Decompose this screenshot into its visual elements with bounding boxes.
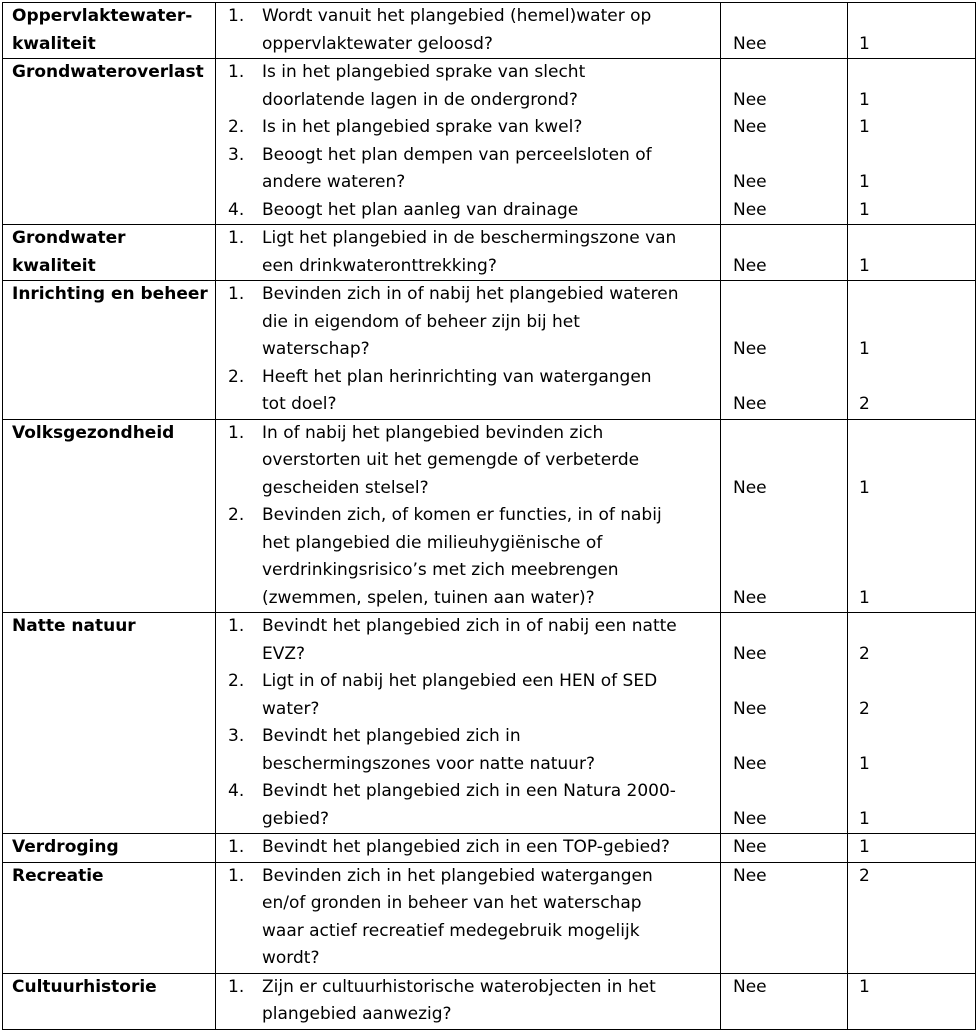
answer-cell — [721, 419, 848, 613]
weight-value: 2 — [859, 865, 870, 886]
topic-cell — [3, 973, 216, 1029]
answer-cell — [721, 225, 848, 281]
weight-value — [859, 778, 975, 806]
question-number: 2. — [228, 671, 245, 691]
weight-cell — [848, 281, 976, 420]
questions-cell — [216, 225, 721, 281]
weight-value: 1 — [859, 587, 870, 608]
weight-value — [859, 225, 975, 253]
topic-cell — [3, 834, 216, 863]
answer-cell — [721, 3, 848, 59]
weight-value — [859, 142, 975, 170]
weight-value: 2 — [859, 643, 870, 664]
question-line: Is in het plangebied sprake van slecht — [262, 62, 586, 82]
question-item — [228, 420, 720, 503]
question-item — [228, 197, 720, 225]
weight-value: 1 — [859, 837, 870, 857]
question-line: waterschap? — [262, 339, 370, 359]
answer-value — [733, 309, 847, 337]
question-line: beschermingszones voor natte natuur? — [262, 753, 595, 774]
question-line: plangebied aanwezig? — [262, 1004, 452, 1024]
answer-value — [733, 364, 847, 392]
weight-value: 2 — [859, 394, 870, 414]
topic-label: Inrichting en beheer — [12, 284, 208, 304]
question-number: 1. — [228, 976, 245, 997]
question-line: gescheiden stelsel? — [262, 477, 429, 498]
table-row — [3, 613, 976, 834]
table-row — [3, 862, 976, 973]
questions-cell — [216, 419, 721, 613]
weight-value: 1 — [859, 808, 870, 829]
question-item — [228, 974, 720, 1029]
answer-value: Nee — [733, 587, 767, 608]
question-line: het plangebied die milieuhygiënische of — [262, 532, 603, 553]
watertoets-table — [2, 2, 976, 1030]
answer-cell — [721, 281, 848, 420]
question-line: Bevindt het plangebied zich in of nabij een natte — [262, 616, 677, 636]
question-text — [262, 59, 720, 114]
topic-label: Verdroging — [12, 837, 119, 857]
weight-value — [859, 3, 975, 31]
question-text — [262, 778, 720, 833]
weight-value — [859, 420, 975, 448]
topic-cell — [3, 225, 216, 281]
topic-label: Recreatie — [12, 865, 104, 886]
weight-value — [859, 723, 975, 751]
question-line: Ligt in of nabij het plangebied een HEN of SED — [262, 671, 658, 691]
question-line: Bevinden zich in of nabij het plangebied wateren — [262, 284, 679, 304]
question-text — [262, 225, 720, 280]
question-text — [262, 420, 720, 503]
weight-value — [859, 447, 975, 475]
question-line: die in eigendom of beheer zijn bij het — [262, 311, 580, 332]
weight-value — [859, 281, 975, 309]
answer-value — [733, 420, 847, 448]
weight-cell — [848, 225, 976, 281]
topic-label: Natte natuur — [12, 616, 136, 636]
answer-value — [733, 778, 847, 806]
answer-value — [733, 447, 847, 475]
question-text — [262, 863, 720, 973]
topic-cell — [3, 281, 216, 420]
question-line: Wordt vanuit het plangebied (hemel)water op — [262, 6, 652, 26]
answer-value: Nee — [733, 643, 767, 664]
question-number: 2. — [228, 505, 245, 525]
answer-value: Nee — [733, 89, 767, 110]
weight-value — [859, 668, 975, 696]
weight-value — [859, 59, 975, 87]
questions-cell — [216, 3, 721, 59]
weight-value: 1 — [859, 172, 870, 192]
answer-value: Nee — [733, 753, 767, 774]
table-row — [3, 973, 976, 1029]
question-number: 1. — [228, 6, 245, 26]
answer-cell — [721, 59, 848, 225]
question-text — [262, 197, 720, 225]
question-number: 1. — [228, 228, 245, 248]
answer-value: Nee — [733, 33, 767, 54]
topic-cell — [3, 59, 216, 225]
answer-value: Nee — [733, 808, 767, 829]
weight-value — [859, 502, 975, 530]
topic-label: kwaliteit — [12, 33, 96, 54]
question-number: 3. — [228, 144, 245, 165]
weight-value: 1 — [859, 339, 870, 359]
question-number: 1. — [228, 62, 245, 82]
question-line: Is in het plangebied sprake van kwel? — [262, 117, 583, 137]
question-text — [262, 114, 720, 142]
question-line: (zwemmen, spelen, tuinen aan water)? — [262, 587, 595, 608]
question-number: 4. — [228, 199, 245, 220]
question-item — [228, 502, 720, 612]
answer-value: Nee — [733, 339, 767, 359]
topic-cell — [3, 613, 216, 834]
weight-value: 1 — [859, 199, 870, 220]
topic-label: Oppervlaktewater- — [12, 6, 193, 26]
topic-cell — [3, 419, 216, 613]
question-line: In of nabij het plangebied bevinden zich — [262, 422, 604, 443]
question-line: wordt? — [262, 948, 320, 968]
question-line: Bevindt het plangebied zich in — [262, 726, 521, 746]
question-line: Zijn er cultuurhistorische waterobjecten in het — [262, 976, 656, 997]
question-line: gebied? — [262, 808, 330, 829]
question-line: Ligt het plangebied in de beschermingszone van — [262, 228, 677, 248]
weight-value — [859, 613, 975, 641]
answer-cell — [721, 834, 848, 863]
answer-value — [733, 281, 847, 309]
question-number: 1. — [228, 616, 245, 636]
table-row — [3, 419, 976, 613]
weight-value: 2 — [859, 698, 870, 719]
table-body — [3, 3, 976, 1030]
question-line: waar actief recreatief medegebruik mogelijk — [262, 920, 640, 941]
answer-value — [733, 557, 847, 585]
answer-value — [733, 59, 847, 87]
question-item — [228, 613, 720, 668]
weight-value: 1 — [859, 117, 870, 137]
question-number: 1. — [228, 422, 245, 443]
answer-value: Nee — [733, 172, 767, 192]
questions-cell — [216, 59, 721, 225]
topic-label: Grondwateroverlast — [12, 62, 204, 82]
question-item — [228, 3, 720, 58]
table-row — [3, 281, 976, 420]
question-text — [262, 364, 720, 419]
weight-value — [859, 530, 975, 558]
question-number: 1. — [228, 865, 245, 886]
weight-cell — [848, 862, 976, 973]
question-item — [228, 142, 720, 197]
question-line: doorlatende lagen in de ondergrond? — [262, 89, 578, 110]
topic-cell — [3, 3, 216, 59]
question-number: 2. — [228, 117, 245, 137]
question-line: Bevindt het plangebied zich in een Natura 2000- — [262, 781, 676, 801]
question-item — [228, 114, 720, 142]
answer-cell — [721, 613, 848, 834]
question-number: 4. — [228, 781, 245, 801]
question-line: overstorten uit het gemengde of verbeterde — [262, 450, 640, 470]
answer-cell — [721, 973, 848, 1029]
answer-value: Nee — [733, 698, 767, 719]
weight-value — [859, 309, 975, 337]
weight-cell — [848, 613, 976, 834]
question-line: andere wateren? — [262, 172, 406, 192]
question-line: EVZ? — [262, 643, 306, 664]
answer-value — [733, 668, 847, 696]
answer-value — [733, 142, 847, 170]
topic-cell — [3, 862, 216, 973]
question-item — [228, 778, 720, 833]
question-text — [262, 723, 720, 778]
weight-cell — [848, 59, 976, 225]
answer-value: Nee — [733, 837, 767, 857]
question-text — [262, 502, 720, 612]
questions-cell — [216, 613, 721, 834]
question-text — [262, 3, 720, 58]
answer-value: Nee — [733, 394, 767, 414]
question-line: Heeft het plan herinrichting van watergangen — [262, 366, 652, 387]
weight-cell — [848, 3, 976, 59]
topic-label: kwaliteit — [12, 255, 96, 276]
answer-value: Nee — [733, 199, 767, 220]
question-item — [228, 668, 720, 723]
question-number: 1. — [228, 284, 245, 304]
question-line: verdrinkingsrisico’s met zich meebrengen — [262, 560, 619, 580]
answer-value: Nee — [733, 865, 767, 886]
question-number: 2. — [228, 366, 245, 387]
answer-value: Nee — [733, 976, 767, 997]
table-row — [3, 3, 976, 59]
document-page — [2, 2, 975, 1030]
answer-value — [733, 3, 847, 31]
answer-value — [733, 613, 847, 641]
questions-cell — [216, 834, 721, 863]
questions-cell — [216, 281, 721, 420]
question-line: Bevinden zich, of komen er functies, in of nabij — [262, 505, 662, 525]
topic-label: Cultuurhistorie — [12, 976, 157, 997]
weight-value: 1 — [859, 976, 870, 997]
weight-value: 1 — [859, 255, 870, 276]
questions-cell — [216, 973, 721, 1029]
answer-value — [733, 225, 847, 253]
question-line: een drinkwateronttrekking? — [262, 255, 497, 276]
question-line: en/of gronden in beheer van het waterschap — [262, 893, 642, 913]
answer-value: Nee — [733, 255, 767, 276]
weight-cell — [848, 834, 976, 863]
weight-value: 1 — [859, 89, 870, 110]
question-item — [228, 225, 720, 280]
question-number: 3. — [228, 726, 245, 746]
question-text — [262, 142, 720, 197]
table-row — [3, 59, 976, 225]
weight-cell — [848, 419, 976, 613]
answer-value: Nee — [733, 117, 767, 137]
answer-value — [733, 530, 847, 558]
weight-value: 1 — [859, 477, 870, 498]
question-line: tot doel? — [262, 394, 337, 414]
question-text — [262, 668, 720, 723]
weight-value: 1 — [859, 753, 870, 774]
question-number: 1. — [228, 837, 245, 857]
questions-cell — [216, 862, 721, 973]
answer-cell — [721, 862, 848, 973]
question-text — [262, 281, 720, 364]
question-line: water? — [262, 698, 320, 719]
question-text — [262, 834, 720, 862]
answer-value — [733, 502, 847, 530]
question-line: Bevindt het plangebied zich in een TOP-gebied? — [262, 837, 670, 857]
table-row — [3, 225, 976, 281]
question-text — [262, 613, 720, 668]
question-text — [262, 974, 720, 1029]
question-line: Beoogt het plan aanleg van drainage — [262, 199, 579, 220]
topic-label: Volksgezondheid — [12, 422, 175, 443]
topic-label: Grondwater — [12, 228, 126, 248]
question-line: Beoogt het plan dempen van perceelsloten of — [262, 144, 652, 165]
weight-cell — [848, 973, 976, 1029]
answer-value — [733, 723, 847, 751]
question-item — [228, 281, 720, 364]
question-item — [228, 863, 720, 973]
question-line: Bevinden zich in het plangebied watergangen — [262, 865, 653, 886]
question-item — [228, 364, 720, 419]
question-line: oppervlaktewater geloosd? — [262, 33, 493, 54]
weight-value: 1 — [859, 33, 870, 54]
answer-value: Nee — [733, 477, 767, 498]
weight-value — [859, 557, 975, 585]
weight-value — [859, 364, 975, 392]
table-row — [3, 834, 976, 863]
question-item — [228, 834, 720, 862]
question-item — [228, 723, 720, 778]
question-item — [228, 59, 720, 114]
